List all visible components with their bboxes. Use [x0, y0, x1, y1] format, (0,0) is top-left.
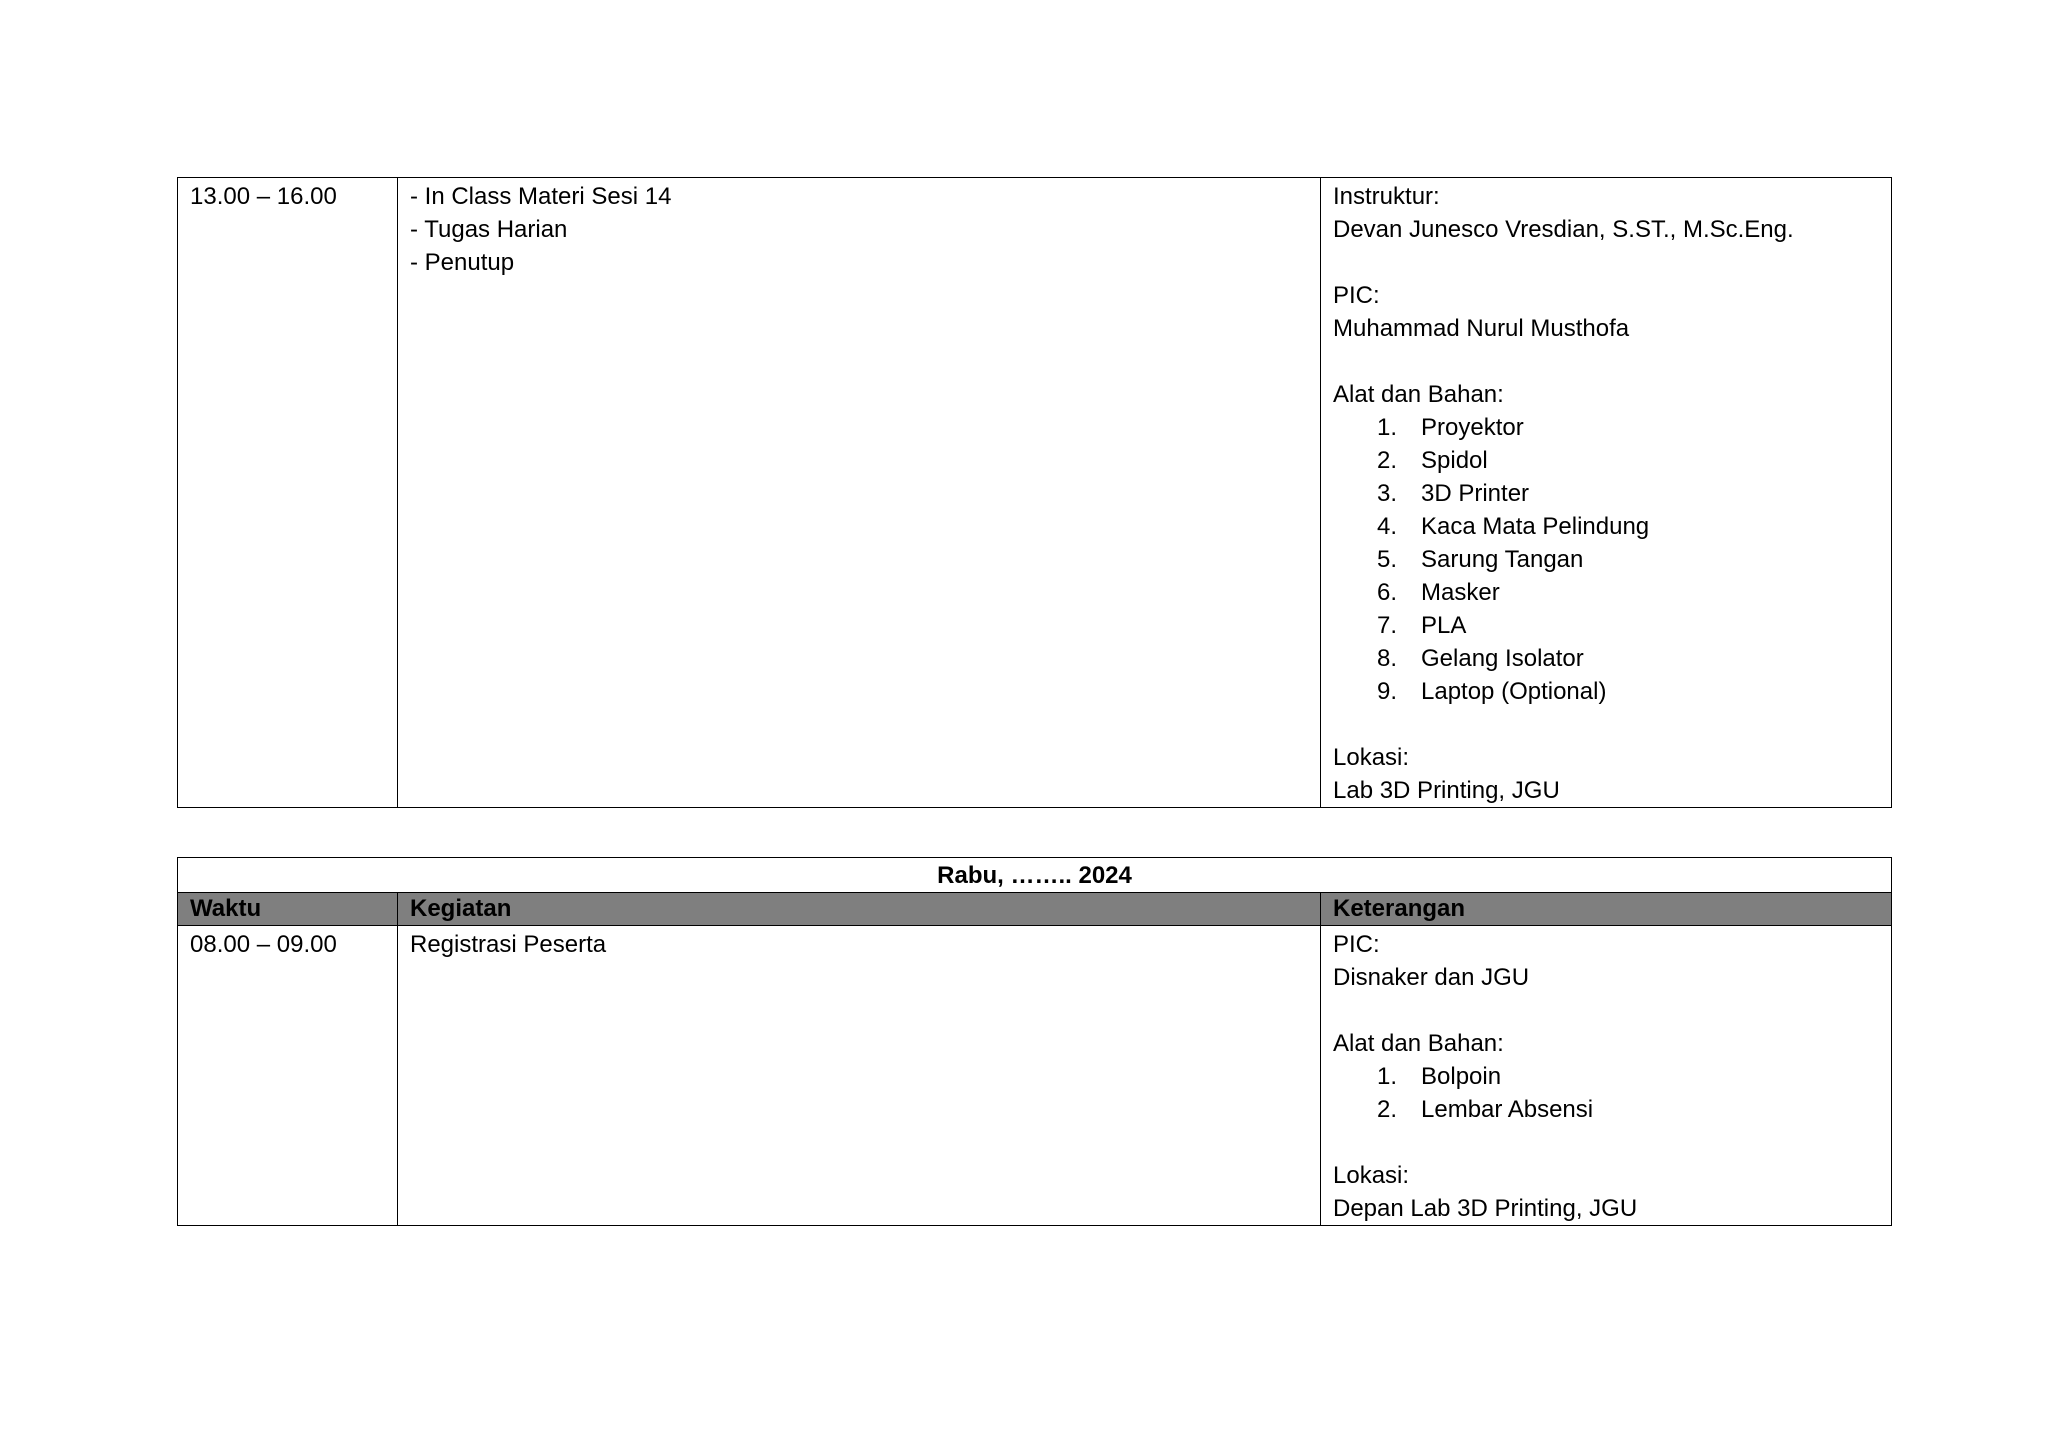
time-cell: [178, 178, 398, 808]
tool-name: Gelang Isolator: [1421, 645, 1584, 672]
list-number: 8.: [1377, 645, 1398, 672]
tool-name: Kaca Mata Pelindung: [1421, 513, 1650, 540]
list-number: 4.: [1377, 513, 1398, 540]
list-number: 7.: [1377, 612, 1398, 639]
list-item: [1333, 609, 1879, 642]
table-row: [178, 178, 1892, 808]
list-number: 2.: [1377, 1096, 1398, 1123]
notes-cell: [1321, 926, 1892, 1226]
activity-item: - Penutup: [410, 249, 515, 276]
location-text: Lab 3D Printing, JGU: [1333, 777, 1560, 804]
spacer: [1333, 994, 1879, 1027]
list-item: [1333, 411, 1879, 444]
tool-name: Lembar Absensi: [1421, 1096, 1594, 1123]
schedule-table-session-14: [177, 177, 1892, 808]
activity-item: Registrasi Peserta: [410, 931, 607, 958]
list-item: [1333, 675, 1879, 708]
list-item: [1333, 642, 1879, 675]
list-number: 1.: [1377, 414, 1398, 441]
spacer: [1333, 246, 1879, 279]
pic-name: Disnaker dan JGU: [1333, 964, 1530, 991]
pic-name: Muhammad Nurul Musthofa: [1333, 315, 1630, 342]
location-label: Lokasi:: [1333, 1162, 1410, 1189]
pic-label: PIC:: [1333, 931, 1380, 958]
instructor-label: Instruktur:: [1333, 183, 1440, 210]
activity-item: - Tugas Harian: [410, 216, 568, 243]
tools-label: Alat dan Bahan:: [1333, 381, 1504, 408]
spacer: [1333, 1126, 1879, 1159]
notes-cell: [1321, 178, 1892, 808]
tool-name: Bolpoin: [1421, 1063, 1502, 1090]
list-item: [1333, 543, 1879, 576]
tools-list: [1333, 411, 1879, 708]
list-number: 9.: [1377, 678, 1398, 705]
tool-name: Spidol: [1421, 447, 1488, 474]
list-item: [1333, 477, 1879, 510]
schedule-table-wednesday: [177, 857, 1892, 1226]
spacer: [1333, 345, 1879, 378]
list-number: 2.: [1377, 447, 1398, 474]
instructor-name: Devan Junesco Vresdian, S.ST., M.Sc.Eng.: [1333, 216, 1794, 243]
activity-cell: [398, 926, 1321, 1226]
location-text: Depan Lab 3D Printing, JGU: [1333, 1195, 1638, 1222]
time-text: 13.00 – 16.00: [190, 183, 337, 210]
list-item: [1333, 1060, 1879, 1093]
pic-label: PIC:: [1333, 282, 1380, 309]
column-header-activity: Kegiatan: [398, 893, 1321, 926]
column-header-notes: Keterangan: [1321, 893, 1892, 926]
table-row: [178, 926, 1892, 1226]
list-item: [1333, 510, 1879, 543]
list-number: 5.: [1377, 546, 1398, 573]
list-item: [1333, 576, 1879, 609]
list-number: 3.: [1377, 480, 1398, 507]
spacer: [1333, 708, 1879, 741]
tool-name: 3D Printer: [1421, 480, 1530, 507]
time-cell: [178, 926, 398, 1226]
activity-item: - In Class Materi Sesi 14: [410, 183, 672, 210]
list-item: [1333, 1093, 1879, 1126]
tool-name: Masker: [1421, 579, 1500, 606]
day-heading-row: [178, 858, 1892, 893]
activity-cell: [398, 178, 1321, 808]
tools-label: Alat dan Bahan:: [1333, 1030, 1504, 1057]
time-text: 08.00 – 09.00: [190, 931, 337, 958]
tool-name: PLA: [1421, 612, 1467, 639]
day-heading: Rabu, …….. 2024: [178, 858, 1892, 893]
tool-name: Laptop (Optional): [1421, 678, 1607, 705]
location-label: Lokasi:: [1333, 744, 1410, 771]
tools-list: [1333, 1060, 1879, 1126]
list-item: [1333, 444, 1879, 477]
tool-name: Proyektor: [1421, 414, 1524, 441]
tool-name: Sarung Tangan: [1421, 546, 1584, 573]
list-number: 6.: [1377, 579, 1398, 606]
column-header-time: Waktu: [178, 893, 398, 926]
column-header-row: [178, 893, 1892, 926]
list-number: 1.: [1377, 1063, 1398, 1090]
